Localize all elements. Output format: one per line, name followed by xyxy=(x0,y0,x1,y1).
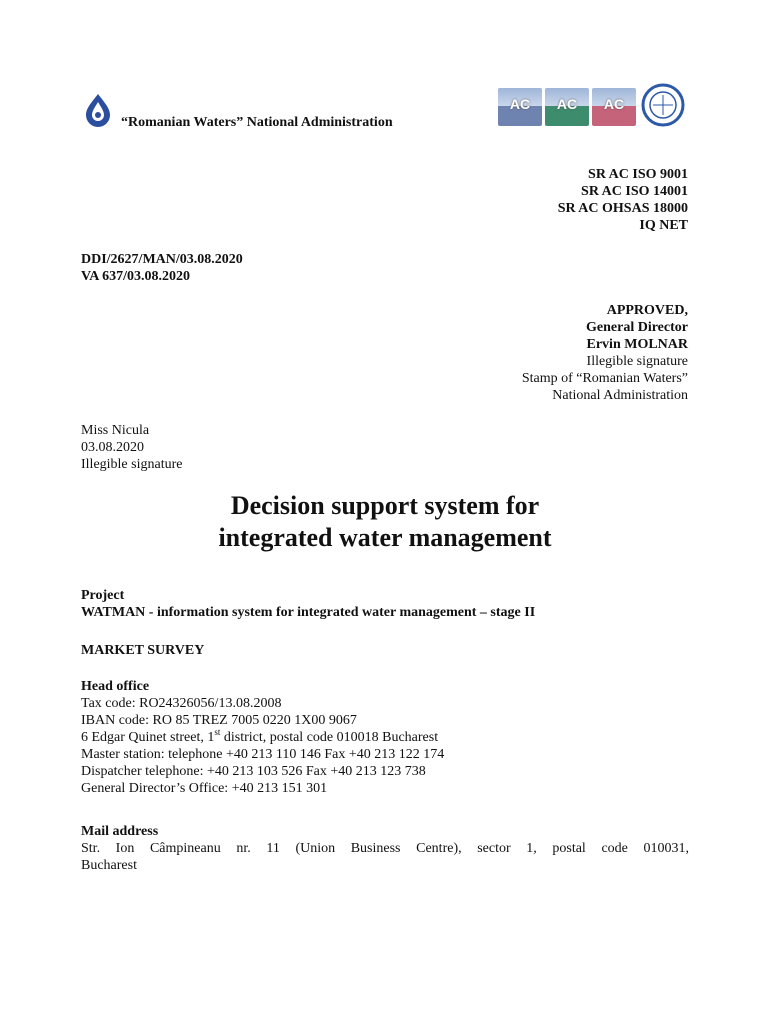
cert-badge-label: AC xyxy=(603,96,625,112)
mail-address-line: Bucharest xyxy=(81,858,137,873)
mail-address-line: Str. Ion Câmpineanu nr. 11 (Union Business Centre), sector 1, postal code 010031, xyxy=(81,841,689,856)
document-references xyxy=(81,251,243,285)
standard-item: SR AC ISO 9001 xyxy=(588,167,688,182)
cert-badge xyxy=(545,88,589,126)
approval-status: APPROVED, xyxy=(606,303,688,318)
project-block xyxy=(81,587,535,621)
approver-signature: Illegible signature xyxy=(586,354,688,369)
approval-block xyxy=(522,302,688,404)
iban-code: IBAN code: RO 85 TREZ 7005 0220 1X00 9067 xyxy=(81,713,357,728)
signatory-date: 03.08.2020 xyxy=(81,440,144,455)
cert-badge-label: AC xyxy=(509,96,531,112)
certification-seal-icon xyxy=(640,82,686,128)
standards-list xyxy=(558,166,688,234)
project-label: Project xyxy=(81,588,125,603)
water-drop-logo-icon xyxy=(82,92,114,128)
reference-number: VA 637/03.08.2020 xyxy=(81,269,191,284)
stamp-line: National Administration xyxy=(552,388,688,403)
head-office-block xyxy=(81,678,444,797)
approver-role: General Director xyxy=(586,320,688,335)
head-office-heading: Head office xyxy=(81,679,150,694)
market-survey-heading: MARKET SURVEY xyxy=(81,643,205,658)
mail-address-block xyxy=(81,823,689,874)
office-address: 6 Edgar Quinet street, 1st district, postal code 010018 Bucharest xyxy=(81,727,439,745)
document-title xyxy=(0,490,770,554)
organization-name: “Romanian Waters” National Administration xyxy=(121,115,393,130)
gd-office-phone: General Director’s Office: +40 213 151 301 xyxy=(81,781,328,796)
standard-item: SR AC ISO 14001 xyxy=(581,184,688,199)
mail-address-heading: Mail address xyxy=(81,824,159,839)
standard-item: IQ NET xyxy=(639,218,688,233)
signatory-name: Miss Nicula xyxy=(81,423,150,438)
cert-badge-label: AC xyxy=(556,96,578,112)
stamp-line: Stamp of “Romanian Waters” xyxy=(521,371,688,386)
title-line: integrated water management xyxy=(218,523,552,552)
reference-number: DDI/2627/MAN/03.08.2020 xyxy=(81,252,243,267)
tax-code: Tax code: RO24326056/13.08.2008 xyxy=(81,696,282,711)
signatory-signature: Illegible signature xyxy=(81,457,183,472)
approver-name: Ervin MOLNAR xyxy=(586,337,688,352)
certification-logos xyxy=(496,80,688,128)
title-line: Decision support system for xyxy=(230,491,540,520)
project-name: WATMAN - information system for integrated water management – stage II xyxy=(81,605,536,620)
signatory-block xyxy=(81,422,182,473)
cert-badge xyxy=(592,88,636,126)
master-station-phone: Master station: telephone +40 213 110 146 Fax +40 213 122 174 xyxy=(81,747,445,762)
cert-badge xyxy=(498,88,542,126)
standard-item: SR AC OHSAS 18000 xyxy=(557,201,688,216)
dispatcher-phone: Dispatcher telephone: +40 213 103 526 Fax +40 213 123 738 xyxy=(81,764,426,779)
